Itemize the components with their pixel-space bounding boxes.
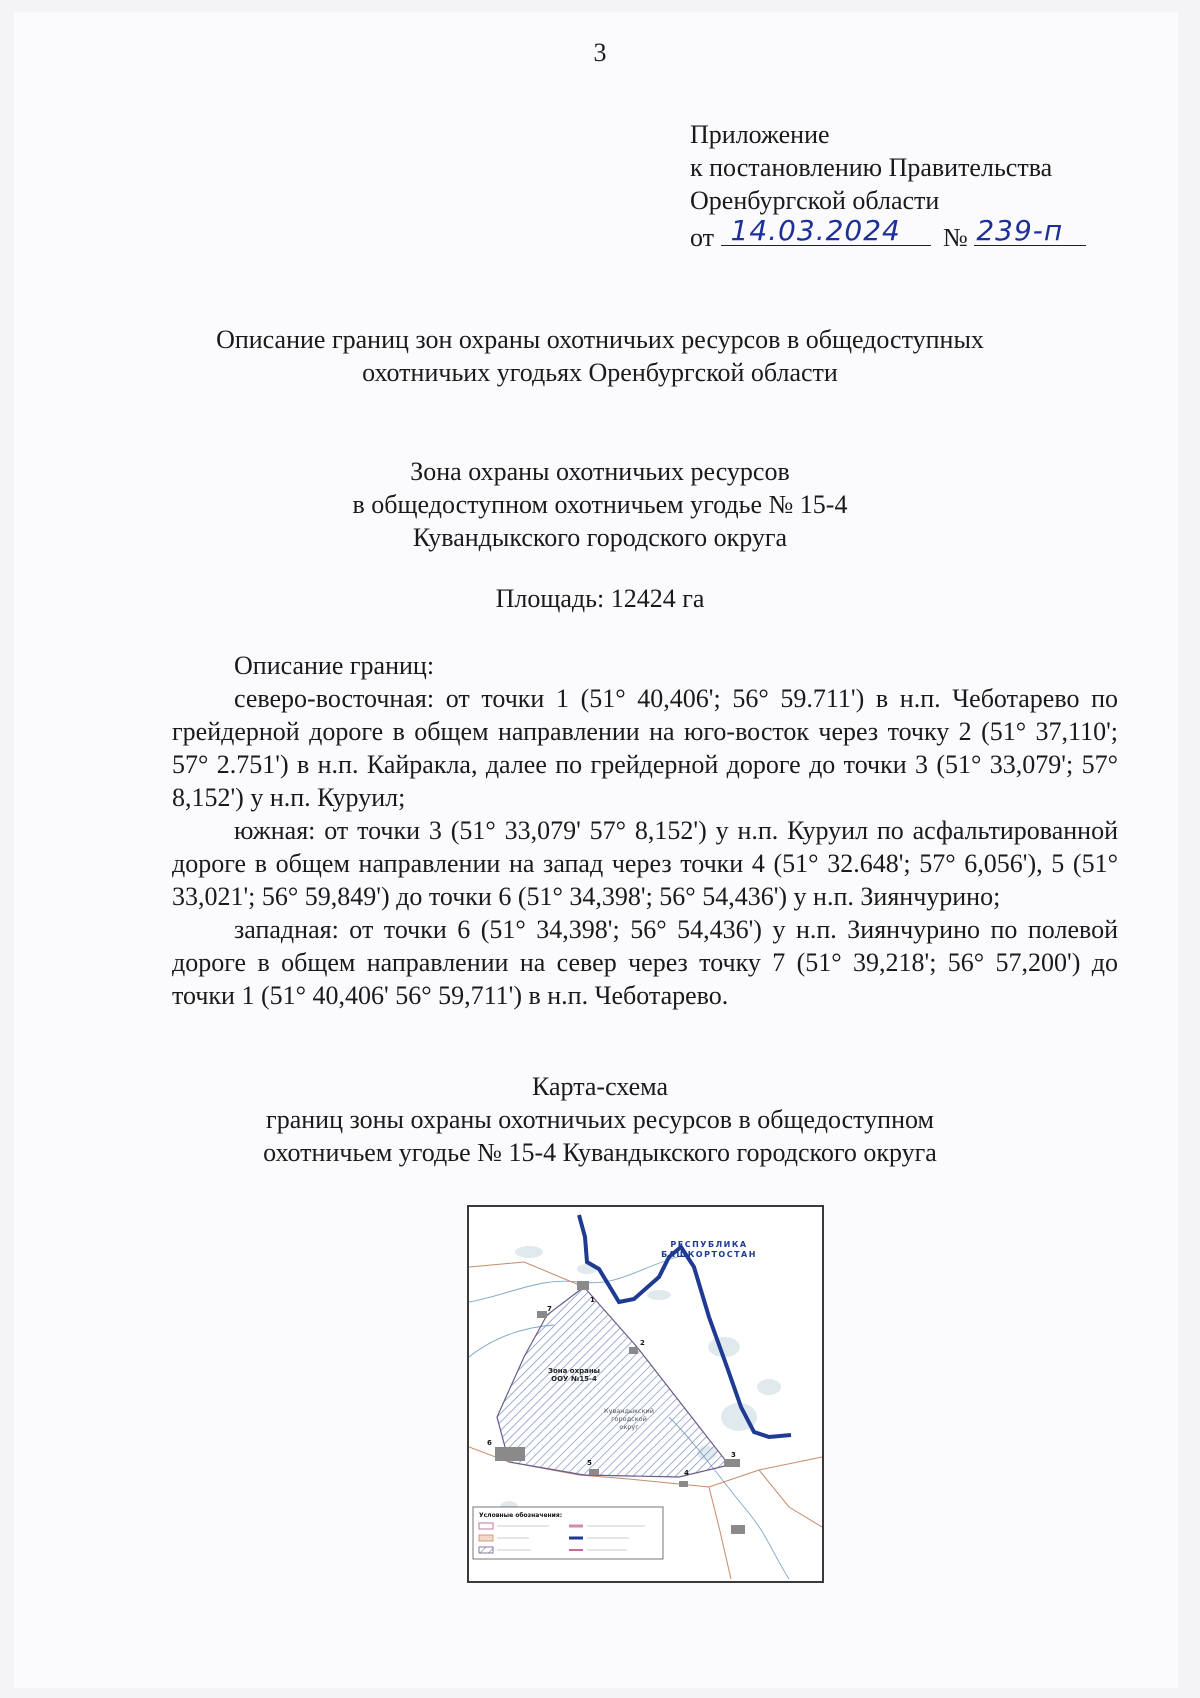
boundary-northeast: северо-восточная: от точки 1 (51° 40,406'; 56° 59.711') в н.п. Чеботарево по грейдерной дороге в общем направлении на юго-восток через точку 2 (51° 37,110'; 57° 2.751') в н.п. Кайракла, далее по грейдерной дороге до точки 3 (51° 33,079'; 57° 8,152') у н.п. Куруил;	[172, 684, 1118, 812]
district-label-line-1: Кувандыкский	[603, 1407, 655, 1415]
date-prefix: от	[690, 223, 715, 252]
district-label-line-3: округ	[619, 1423, 639, 1431]
district-label-line-2: городской	[611, 1415, 647, 1423]
appendix-date-number-line	[690, 214, 1086, 254]
date-field	[721, 214, 931, 247]
appendix-line-1: Приложение	[690, 120, 830, 149]
appendix-block	[690, 118, 1086, 254]
point-label-4: 4	[684, 1469, 689, 1477]
number-prefix: №	[943, 223, 968, 252]
region-label-line-2: БАШКОРТОСТАН	[661, 1250, 757, 1259]
page-number: 3	[593, 38, 607, 67]
document-title-line-2: охотничьих угодьях Оренбургской области	[362, 358, 838, 387]
point-label-1: 1	[590, 1296, 595, 1304]
legend-title: Условные обозначения:	[479, 1512, 563, 1519]
document-title-line-1: Описание границ зон охраны охотничьих ресурсов в общедоступных	[216, 325, 984, 354]
zone-label-line-1: Зона охраны	[547, 1367, 601, 1375]
handwritten-number: 239-п	[976, 214, 1064, 247]
map-title-line-3: охотничьем угодье № 15-4 Кувандыкского городского округа	[263, 1138, 937, 1167]
point-label-6: 6	[487, 1439, 492, 1447]
point-label-7: 7	[547, 1305, 552, 1313]
map-scheme	[467, 1205, 824, 1583]
zone-label-line-2: ООУ №15-4	[551, 1375, 597, 1383]
map-title	[0, 1070, 1200, 1169]
boundaries-description	[172, 649, 1118, 1012]
point-label-5: 5	[587, 1459, 592, 1467]
map-title-line-1: Карта-схема	[532, 1072, 668, 1101]
boundary-south: южная: от точки 3 (51° 33,079' 57° 8,152') у н.п. Куруил по асфальтированной дороге в общем направлении на запад через точки 4 (51° 32.648'; 57° 6,056'), 5 (51° 33,021'; 56° 59,849') до точки 6 (51° 34,398'; 56° 54,436') у н.п. Зиянчурино;	[172, 816, 1118, 911]
handwritten-date: 14.03.2024	[730, 214, 901, 247]
boundary-west: западная: от точки 6 (51° 34,398'; 56° 54,436') у н.п. Зиянчурино по полевой дороге в общем направлении на север через точку 7 (51° 39,218'; 56° 57,200') до точки 1 (51° 40,406' 56° 59,711') в н.п. Чеботарево.	[172, 915, 1118, 1010]
map-title-line-2: границ зоны охраны охотничьих ресурсов в общедоступном	[266, 1105, 934, 1134]
zone-title	[0, 455, 1200, 554]
point-label-2: 2	[640, 1339, 645, 1347]
map-legend	[473, 1507, 663, 1559]
number-field	[974, 214, 1086, 247]
region-label-line-1: РЕСПУБЛИКА	[670, 1240, 748, 1249]
area-text: Площадь: 12424 га	[495, 584, 705, 613]
map-svg	[469, 1207, 822, 1581]
zone-title-line-1: Зона охраны охотничьих ресурсов	[410, 457, 790, 486]
appendix-line-2: к постановлению Правительства	[690, 153, 1053, 182]
point-label-3: 3	[731, 1451, 736, 1459]
zone-title-line-3: Кувандыкского городского округа	[412, 523, 788, 552]
zone-title-line-2: в общедоступном охотничьем угодье № 15-4	[352, 490, 848, 519]
boundaries-heading: Описание границ:	[234, 651, 435, 680]
document-title	[0, 323, 1200, 389]
appendix-line-3: Оренбургской области	[690, 186, 940, 215]
